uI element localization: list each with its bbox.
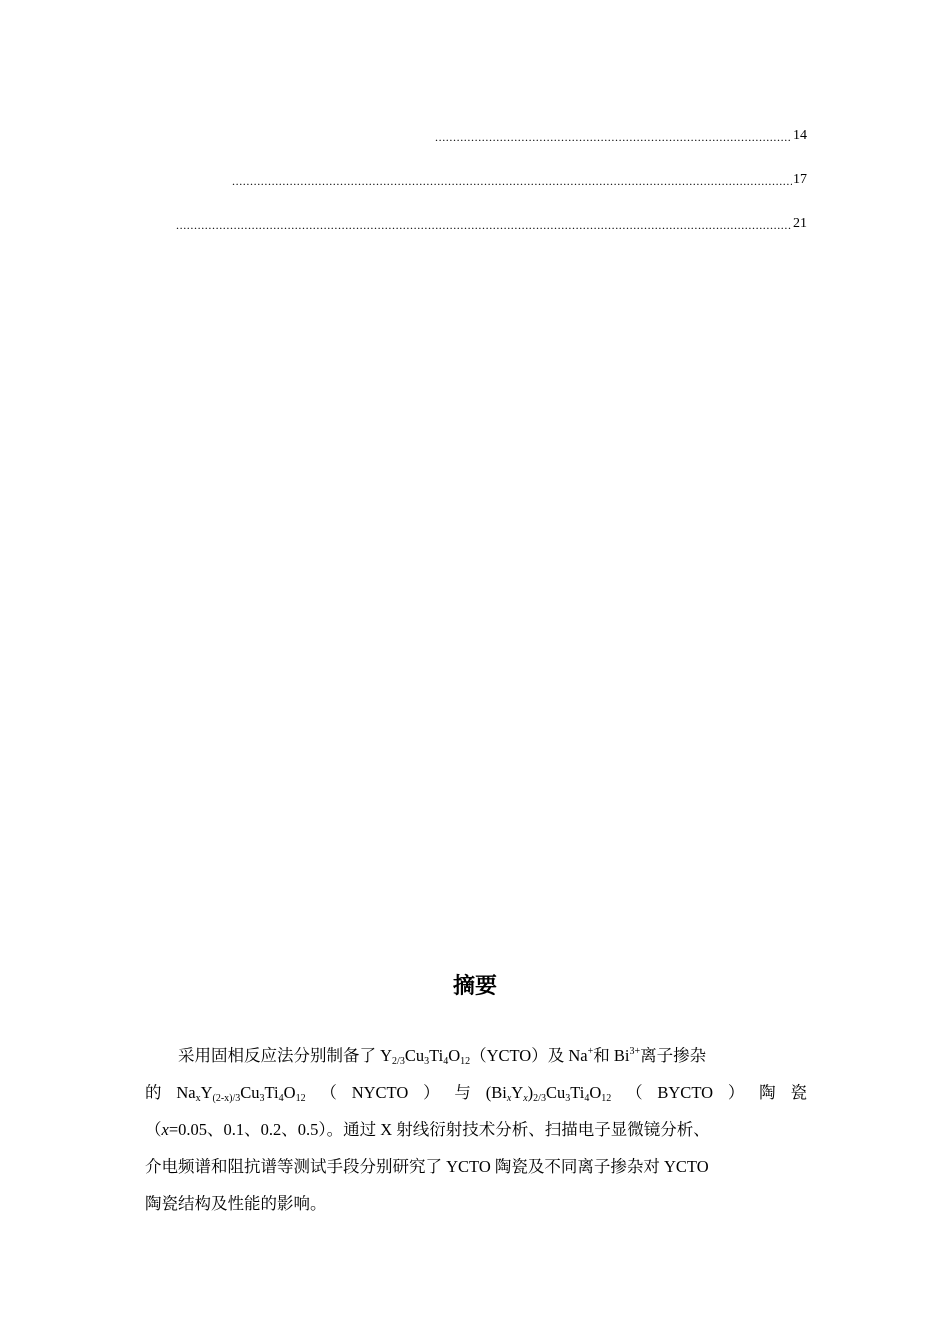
text-run: O <box>283 1083 296 1102</box>
abstract-paragraph <box>145 1037 807 1222</box>
text-run: (Bi <box>485 1083 507 1102</box>
toc-leader-dots <box>232 174 792 188</box>
superscript: 3+ <box>629 1046 641 1057</box>
subscript: 2/3 <box>392 1056 405 1067</box>
text-run: Y <box>200 1083 213 1102</box>
text-run: 瓷 <box>790 1083 807 1102</box>
toc-leader-dots <box>435 130 792 144</box>
abstract-line-3 <box>145 1111 807 1148</box>
text-run: ) <box>527 1083 534 1102</box>
abstract-heading: 摘要 <box>452 974 497 999</box>
abstract-line-5: 陶瓷结构及性能的影响。 <box>145 1194 327 1213</box>
subscript: x <box>523 1093 528 1104</box>
toc-page-number: 14 <box>793 128 807 143</box>
text-run: ） <box>423 1083 440 1102</box>
subscript: x <box>195 1093 201 1104</box>
superscript: + <box>587 1046 594 1057</box>
text-run: 离子掺杂 <box>640 1046 707 1065</box>
toc-entry[interactable] <box>176 216 807 232</box>
toc-page-number: 17 <box>793 172 807 187</box>
subscript: 4 <box>584 1093 590 1104</box>
text-run: （ <box>626 1083 643 1102</box>
subscript: x <box>506 1093 512 1104</box>
abstract-line-1 <box>145 1037 807 1074</box>
text-run: （ <box>145 1120 162 1139</box>
formula-nycto <box>176 1074 305 1111</box>
text-run: Ti <box>570 1083 585 1102</box>
text-run: 的 <box>145 1083 162 1102</box>
toc-entry[interactable] <box>435 128 807 144</box>
subscript: 3 <box>565 1093 571 1104</box>
abstract-line-4: 介电频谱和阻抗谱等测试手段分别研究了 YCTO 陶瓷及不同离子掺杂对 YCTO <box>145 1157 709 1176</box>
text-run: O <box>448 1046 461 1065</box>
text-run: O <box>589 1083 602 1102</box>
text-run: Cu <box>545 1083 566 1102</box>
toc-entry[interactable] <box>232 172 807 188</box>
subscript: 12 <box>460 1056 471 1067</box>
text-run: 采用固相反应法分别制备了 <box>178 1046 381 1065</box>
subscript: 3 <box>259 1093 265 1104</box>
text-run: （ <box>320 1083 337 1102</box>
variable-x: x <box>161 1120 169 1139</box>
text-run: Ti <box>264 1083 279 1102</box>
subscript: (2-x)/3 <box>212 1093 241 1104</box>
text-run: 与 <box>454 1083 471 1102</box>
text-run: ） <box>727 1083 745 1102</box>
formula-bycto <box>486 1074 611 1111</box>
text-run: NYCTO <box>351 1083 409 1102</box>
text-run: 和 Bi <box>593 1046 630 1065</box>
text-run: Cu <box>240 1083 260 1102</box>
text-run: BYCTO <box>657 1083 714 1102</box>
text-run: Ti <box>429 1046 444 1065</box>
subscript: 12 <box>601 1093 612 1104</box>
abstract-line-2 <box>145 1074 807 1111</box>
subscript: 2/3 <box>533 1093 546 1104</box>
text-run: Y <box>380 1046 393 1065</box>
text-run: 陶 <box>759 1083 776 1102</box>
toc-leader-dots <box>176 218 792 232</box>
subscript: 12 <box>295 1093 306 1104</box>
text-run: Cu <box>404 1046 425 1065</box>
toc-page-number: 21 <box>793 216 807 231</box>
text-run: Na <box>176 1083 196 1102</box>
text-run: =0.05、0.1、0.2、0.5）。通过 X 射线衍射技术分析、扫描电子显微镜分析、 <box>168 1120 710 1139</box>
text-run: （YCTO）及 Na <box>470 1046 588 1065</box>
text-run: Y <box>511 1083 524 1102</box>
subscript: 4 <box>278 1093 284 1104</box>
subscript: 3 <box>424 1056 430 1067</box>
subscript: 4 <box>443 1056 449 1067</box>
